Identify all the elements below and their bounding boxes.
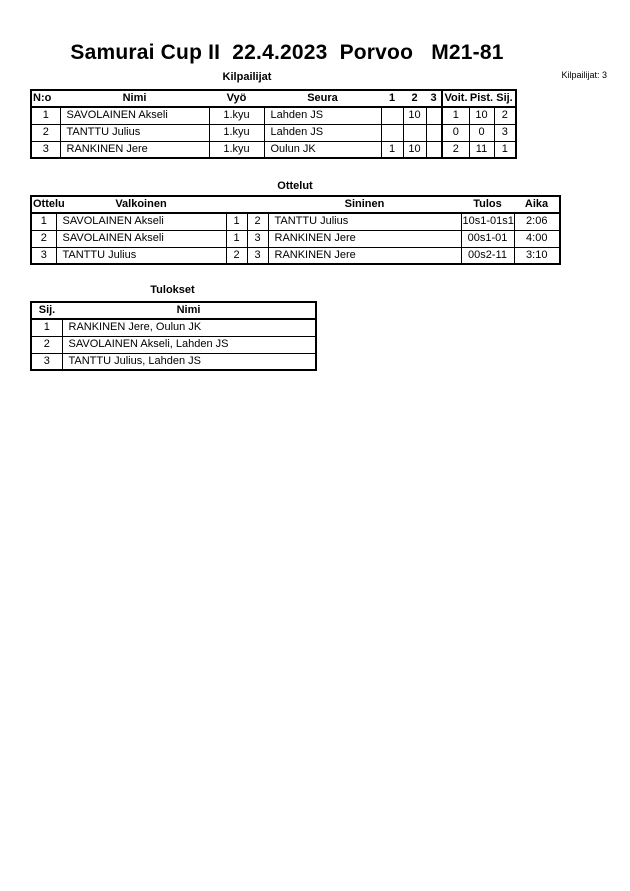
cell-blue-no: 3 bbox=[247, 230, 268, 247]
col-header-sininen: Sininen bbox=[268, 196, 461, 213]
cell-white-name: TANTTU Julius bbox=[56, 247, 226, 264]
cell-no: 1 bbox=[31, 107, 60, 124]
cell-match-no: 2 bbox=[31, 230, 56, 247]
col-header-valkoinen: Valkoinen bbox=[56, 196, 226, 213]
cell-blue-no: 3 bbox=[247, 247, 268, 264]
cell-blue-name: RANKINEN Jere bbox=[268, 247, 461, 264]
section-title-results: Tulokset bbox=[150, 284, 195, 296]
cell-blue-no: 2 bbox=[247, 213, 268, 230]
col-header-tulos: Tulos bbox=[461, 196, 514, 213]
competitor-count: Kilpailijat: 3 bbox=[561, 70, 607, 80]
table-row bbox=[31, 107, 516, 124]
cell-sij: 1 bbox=[494, 141, 516, 158]
cell-time: 4:00 bbox=[514, 230, 560, 247]
table-row bbox=[31, 141, 516, 158]
results-header-row bbox=[31, 302, 316, 319]
cell-nimi: TANTTU Julius bbox=[60, 124, 209, 141]
table-row bbox=[31, 336, 316, 353]
section-title-competitors: Kilpailijat bbox=[222, 71, 272, 83]
cell-no: 2 bbox=[31, 124, 60, 141]
cell-nimi: RANKINEN Jere bbox=[60, 141, 209, 158]
table-row bbox=[31, 213, 560, 230]
cell-sij: 3 bbox=[494, 124, 516, 141]
cell-round1 bbox=[381, 107, 403, 124]
competitors-header-row bbox=[31, 90, 516, 107]
cell-round3 bbox=[426, 107, 442, 124]
section-title-matches: Ottelut bbox=[277, 180, 313, 192]
cell-white-no: 1 bbox=[226, 230, 247, 247]
cell-voit: 0 bbox=[442, 124, 469, 141]
col-header-name: Nimi bbox=[62, 302, 316, 319]
cell-pist: 11 bbox=[469, 141, 494, 158]
col-header-white-no bbox=[226, 196, 247, 213]
cell-placing: 1 bbox=[31, 319, 62, 336]
col-header-round1: 1 bbox=[381, 90, 403, 107]
cell-white-name: SAVOLAINEN Akseli bbox=[56, 213, 226, 230]
cell-match-no: 3 bbox=[31, 247, 56, 264]
cell-round2: 10 bbox=[403, 107, 426, 124]
col-header-round2: 2 bbox=[403, 90, 426, 107]
cell-seura: Lahden JS bbox=[264, 124, 381, 141]
cell-vyo: 1.kyu bbox=[209, 141, 264, 158]
table-row bbox=[31, 319, 316, 336]
matches-header-row bbox=[31, 196, 560, 213]
cell-score: 10s1-01s1 bbox=[461, 213, 514, 230]
col-header-blue-no bbox=[247, 196, 268, 213]
cell-vyo: 1.kyu bbox=[209, 124, 264, 141]
cell-round2 bbox=[403, 124, 426, 141]
cell-nimi: SAVOLAINEN Akseli bbox=[60, 107, 209, 124]
cell-round3 bbox=[426, 141, 442, 158]
col-header-sij: Sij. bbox=[494, 90, 516, 107]
cell-time: 2:06 bbox=[514, 213, 560, 230]
cell-white-no: 2 bbox=[226, 247, 247, 264]
col-header-voit: Voit. bbox=[442, 90, 469, 107]
cell-round1 bbox=[381, 124, 403, 141]
competitors-table bbox=[30, 89, 517, 159]
cell-voit: 2 bbox=[442, 141, 469, 158]
cell-sij: 2 bbox=[494, 107, 516, 124]
col-header-aika: Aika bbox=[514, 196, 560, 213]
cell-pist: 10 bbox=[469, 107, 494, 124]
cell-score: 00s1-01 bbox=[461, 230, 514, 247]
cell-white-no: 1 bbox=[226, 213, 247, 230]
col-header-pist: Pist. bbox=[469, 90, 494, 107]
cell-no: 3 bbox=[31, 141, 60, 158]
cell-placing: 3 bbox=[31, 353, 62, 370]
cell-blue-name: TANTTU Julius bbox=[268, 213, 461, 230]
col-header-nimi: Nimi bbox=[60, 90, 209, 107]
col-header-placing: Sij. bbox=[31, 302, 62, 319]
cell-white-name: SAVOLAINEN Akseli bbox=[56, 230, 226, 247]
col-header-ottelu: Ottelu bbox=[31, 196, 56, 213]
cell-pist: 0 bbox=[469, 124, 494, 141]
cell-vyo: 1.kyu bbox=[209, 107, 264, 124]
matches-table bbox=[30, 195, 561, 265]
cell-seura: Lahden JS bbox=[264, 107, 381, 124]
cell-name: TANTTU Julius, Lahden JS bbox=[62, 353, 316, 370]
cell-match-no: 1 bbox=[31, 213, 56, 230]
cell-name: RANKINEN Jere, Oulun JK bbox=[62, 319, 316, 336]
cell-score: 00s2-11 bbox=[461, 247, 514, 264]
cell-blue-name: RANKINEN Jere bbox=[268, 230, 461, 247]
cell-round2: 10 bbox=[403, 141, 426, 158]
cell-name: SAVOLAINEN Akseli, Lahden JS bbox=[62, 336, 316, 353]
cell-round3 bbox=[426, 124, 442, 141]
cell-time: 3:10 bbox=[514, 247, 560, 264]
col-header-round3: 3 bbox=[426, 90, 442, 107]
table-row bbox=[31, 353, 316, 370]
col-header-vyo: Vyö bbox=[209, 90, 264, 107]
cell-placing: 2 bbox=[31, 336, 62, 353]
cell-round1: 1 bbox=[381, 141, 403, 158]
table-row bbox=[31, 230, 560, 247]
cell-voit: 1 bbox=[442, 107, 469, 124]
cell-seura: Oulun JK bbox=[264, 141, 381, 158]
results-table bbox=[30, 301, 317, 371]
col-header-seura: Seura bbox=[264, 90, 381, 107]
table-row bbox=[31, 247, 560, 264]
table-row bbox=[31, 124, 516, 141]
page-title: Samurai Cup II 22.4.2023 Porvoo M21-81 bbox=[70, 41, 504, 64]
col-header-no: N:o bbox=[31, 90, 60, 107]
